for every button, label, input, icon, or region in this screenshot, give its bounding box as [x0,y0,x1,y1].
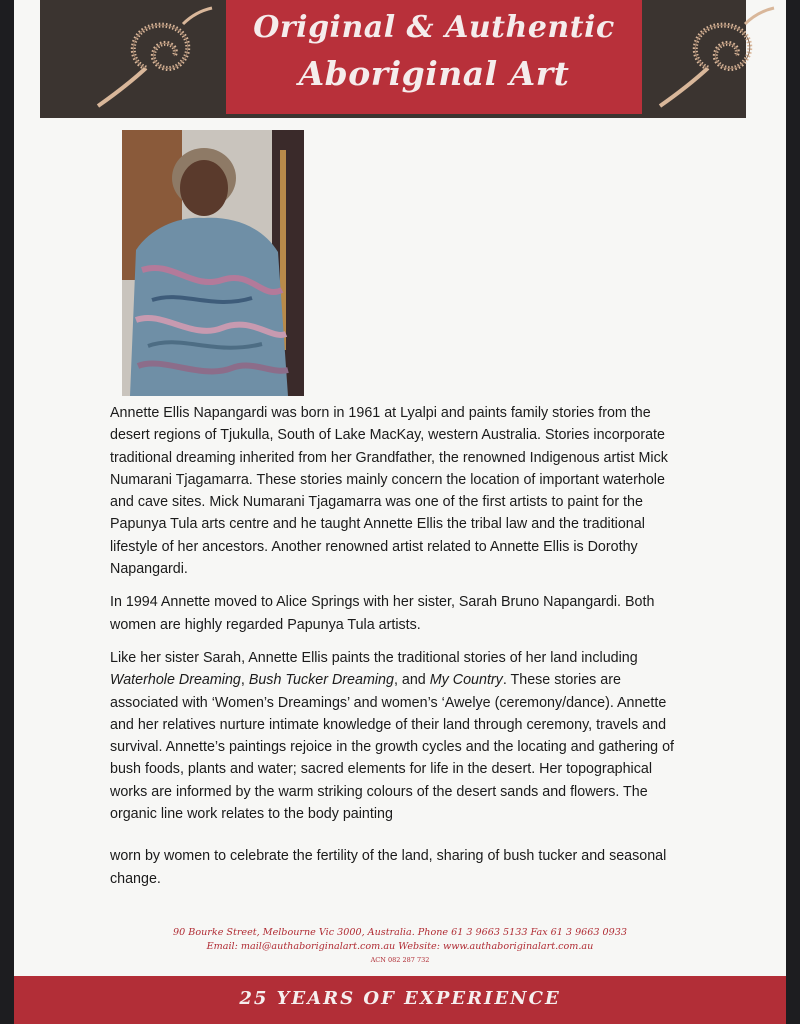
experience-banner [14,976,786,1024]
header-title-box [226,0,642,114]
header-title-line1: Original & Authentic [253,10,615,45]
contact-footer [0,926,800,966]
banner-text: 25 YEARS OF EXPERIENCE [239,988,561,1009]
artwork-title: My Country [429,672,503,689]
footer-contact: Email: mail@authaboriginalart.com.au Website: www.authaboriginalart.com.au [206,941,594,952]
spiral-snake-icon [88,2,218,112]
artist-biography [110,402,690,901]
biography-paragraph: Annette Ellis Napangardi was born in 1961 at Lyalpi and paints family stories from the desert regions of Tjukulla, South of Lake MacKay, western Australia. Stories incorporate traditional dreaming inherited from her Grandfather, the renowned Indigenous artist Mick Numarani Tjagamarra. These stories mainly concern the location of important waterhole and cave sites. Mick Numarani Tjagamarra was one of the first artists to paint for the Papunya Tula arts centre and he taught Annette Ellis the tribal law and the traditional lifestyle of her ancestors. Another renowned artist related to Annette Ellis is Dorothy Napangardi. [110,405,668,578]
artwork-title: Bush Tucker Dreaming [248,672,394,689]
biography-paragraph [110,647,690,825]
biography-paragraph: In 1994 Annette moved to Alice Springs with her sister, Sarah Bruno Napangardi. Both women are highly regarded Papunya Tula artists. [110,594,655,633]
spiral-snake-icon [650,2,780,112]
biography-paragraph: worn by women to celebrate the fertility of the land, sharing of bush tucker and seasonal change. [110,848,667,887]
footer-address: 90 Bourke Street, Melbourne Vic 3000, Australia. Phone 61 3 9663 5133 Fax 61 3 9663 0933 [173,927,627,938]
biography-text: . These stories are associated with ‘Women’s Dreamings’ and women’s ‘Awelye (ceremony/dance). Annette and her relatives nurture intimate knowledge of their land through ceremony, travels and survival. Annette’s paintings rejoice in the growth cycles and the locating and gathering of bush foods, plants and water; sacred elements for life in the desert. Her topographical works are informed by the warm striking colours of the desert sands and flowers. The organic line work relates to the body painting [110,672,675,823]
biography-text: Like her sister Sarah, Annette Ellis paints the traditional stories of her land including [110,649,638,666]
artwork-title: Waterhole Dreaming [110,672,241,689]
biography-text: , and [393,672,430,689]
artist-portrait-photo [122,130,304,396]
header-title-line2: Aboriginal Art [298,54,570,93]
biography-text: , [240,672,249,689]
footer-acn: ACN 082 287 732 [370,956,430,964]
header-band [40,0,746,118]
